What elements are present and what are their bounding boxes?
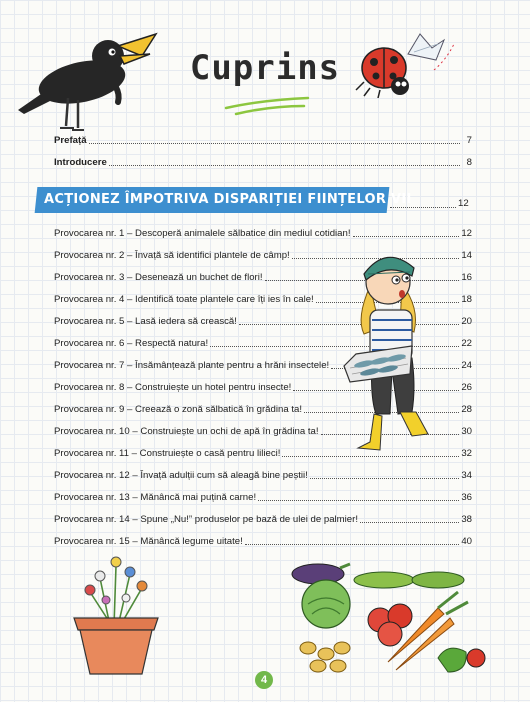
toc-row-label: Prefață — [54, 135, 87, 146]
leader-dots — [390, 207, 456, 208]
toc-row-label: Provocarea nr. 14 – Spune „Nu!” produselor pe bază de ulei de palmier! — [54, 514, 358, 525]
vegetables-illustration — [288, 562, 488, 682]
toc-row-page: 20 — [461, 316, 472, 327]
page-number-badge: 4 — [255, 671, 273, 689]
toc-row-page: 26 — [461, 382, 472, 393]
toc-row-page: 36 — [461, 492, 472, 503]
toc-row-page: 14 — [461, 250, 472, 261]
leader-dots — [109, 165, 460, 166]
toc-row-label: Introducere — [54, 157, 107, 168]
toc-row-label: Provocarea nr. 15 – Mănâncă legume uitate! — [54, 536, 243, 547]
leader-dots — [245, 544, 460, 545]
toc-row-label: Provocarea nr. 6 – Respectă natura! — [54, 338, 209, 349]
toc-row-page: 34 — [461, 470, 472, 481]
toc-row-challenge-12[interactable] — [54, 468, 472, 482]
toc-row-page: 18 — [461, 294, 472, 305]
leader-dots — [89, 143, 460, 144]
toc-row-label: Provocarea nr. 12 – Învață adulții cum să aleagă bine peștii! — [54, 470, 308, 481]
page-title: Cuprins — [189, 48, 341, 88]
toc-row-label: Provocarea nr. 8 – Construiește un hotel pentru insecte! — [54, 382, 292, 393]
toc-row-label: Provocarea nr. 5 – Lasă iedera să crească! — [54, 316, 237, 327]
leader-dots — [310, 478, 459, 479]
toc-row-challenge-13[interactable] — [54, 490, 472, 504]
toc-row-label: Provocarea nr. 13 – Mănâncă mai puțină carne! — [54, 492, 257, 503]
toc-row-page: 24 — [461, 360, 472, 371]
toc-row-label: Provocarea nr. 9 – Creează o zonă sălbatică în grădina ta! — [54, 404, 302, 415]
section-title[interactable]: ACȚIONEZ ÎMPOTRIVA DISPARIȚIEI FIINȚELOR VII — [44, 192, 412, 207]
toc-row-label: Provocarea nr. 3 – Desenează un buchet de flori! — [54, 272, 263, 283]
toc-row-label: Provocarea nr. 10 – Construiește un ochi de apă în grădina ta! — [54, 426, 319, 437]
toc-row-prefata[interactable] — [54, 133, 472, 147]
toc-row-challenge-14[interactable] — [54, 512, 472, 526]
toc-row-page: 22 — [461, 338, 472, 349]
girl-with-fish-illustration — [336, 238, 446, 460]
section-page: 12 — [458, 198, 469, 209]
title-underline — [222, 94, 312, 116]
flower-pot-illustration — [70, 548, 162, 678]
toc-row-page: 40 — [461, 536, 472, 547]
toc-row-page: 12 — [461, 228, 472, 239]
toc-row-page: 32 — [461, 448, 472, 459]
toc-row-page: 38 — [461, 514, 472, 525]
leader-dots — [353, 236, 460, 237]
toc-row-label: Provocarea nr. 4 – Identifică toate plantele care îți ies în cale! — [54, 294, 314, 305]
leader-dots — [360, 522, 459, 523]
toc-row-challenge-15[interactable] — [54, 534, 472, 548]
toc-row-page: 7 — [466, 135, 472, 146]
toc-row-page: 28 — [461, 404, 472, 415]
toc-row-label: Provocarea nr. 7 – Însămânțează plante pentru a hrăni insectele! — [54, 360, 330, 371]
toc-row-introducere[interactable] — [54, 155, 472, 169]
toc-row-label: Provocarea nr. 11 – Construiește o casă pentru lilieci! — [54, 448, 281, 459]
toc-row-page: 8 — [466, 157, 472, 168]
toc-row-page: 30 — [461, 426, 472, 437]
toc-row-page: 16 — [461, 272, 472, 283]
toc-row-label: Provocarea nr. 2 – Învață să identifici plantele de câmp! — [54, 250, 290, 261]
toc-row-label: Provocarea nr. 1 – Descoperă animalele sălbatice din mediul cotidian! — [54, 228, 351, 239]
leader-dots — [258, 500, 459, 501]
